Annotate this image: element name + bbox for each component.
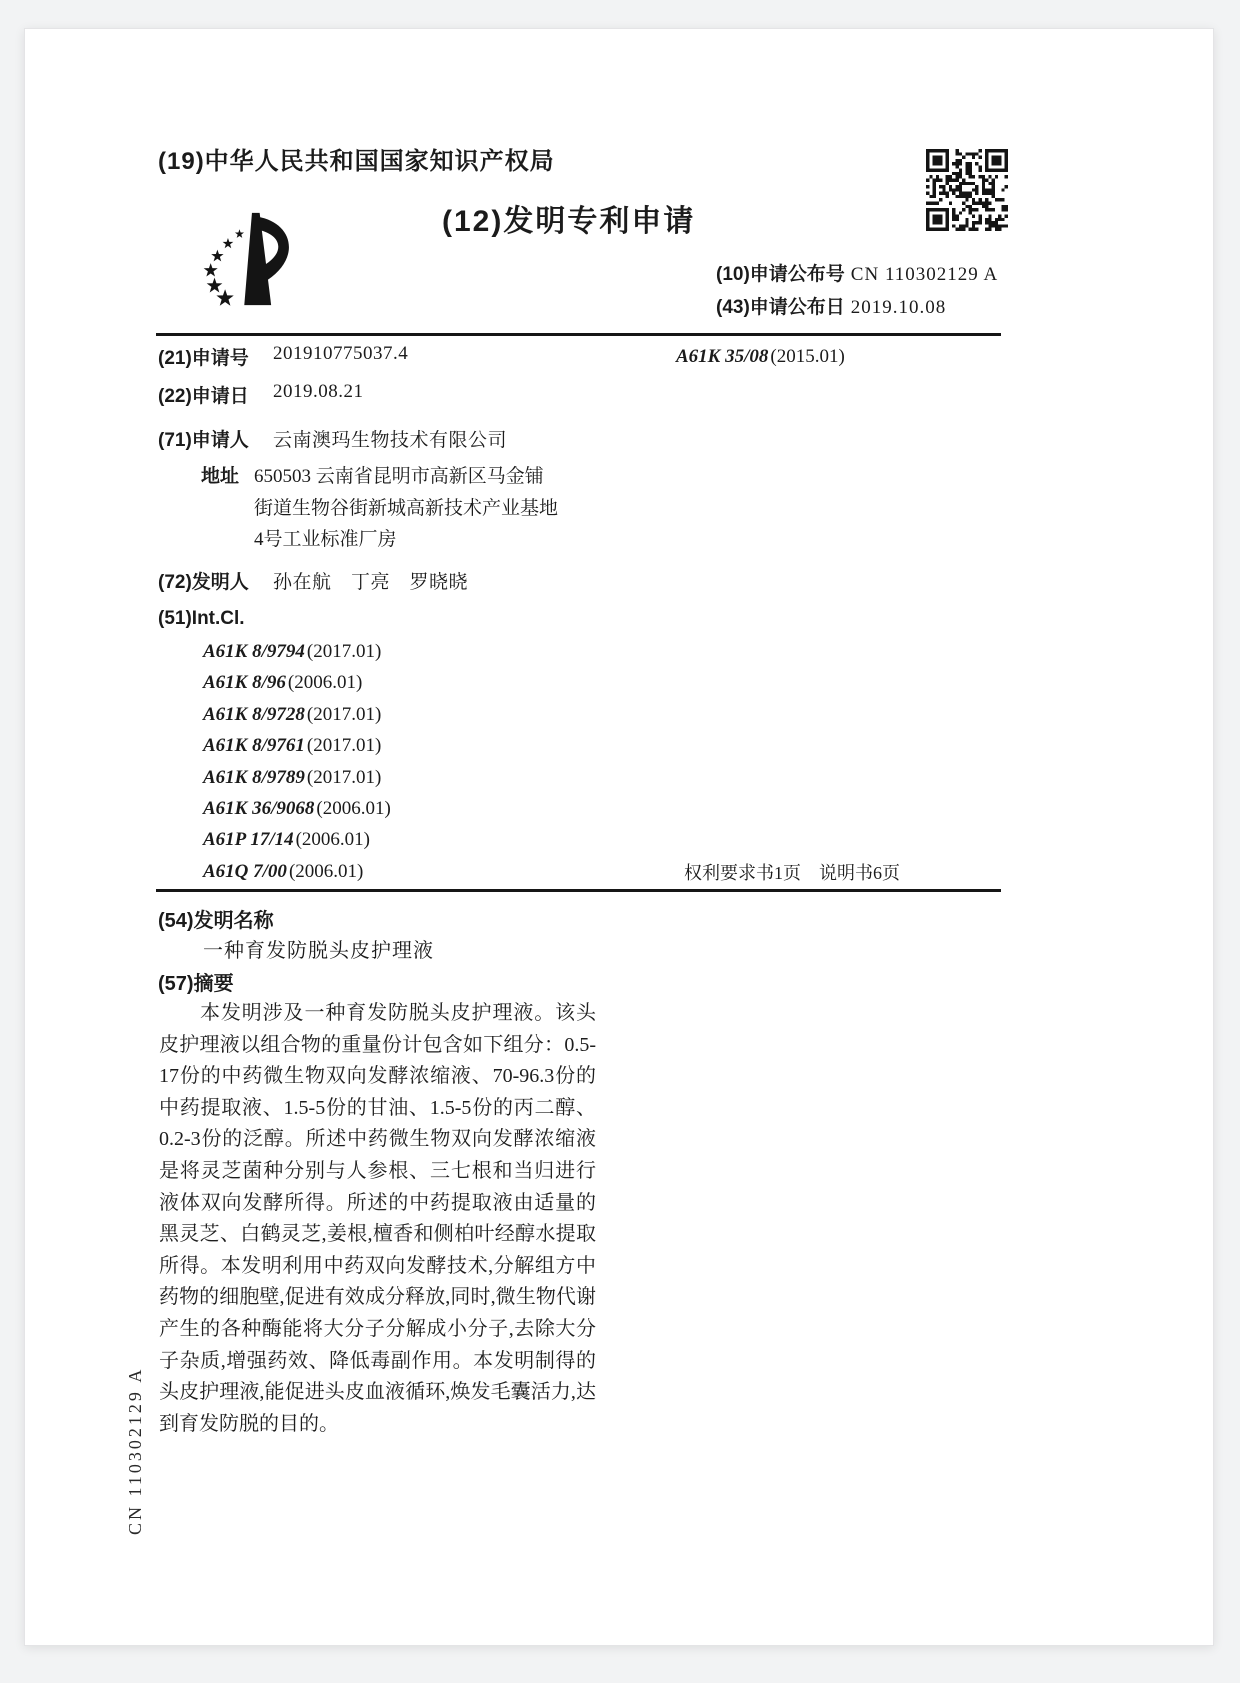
pages-info: 权利要求书1页 说明书6页 bbox=[684, 863, 900, 883]
patent-office-heading: (19)中华人民共和国国家知识产权局 bbox=[158, 148, 555, 175]
address-line: 街道生物谷街新城高新技术产业基地 bbox=[254, 497, 559, 519]
primary-classification bbox=[676, 346, 845, 368]
publication-date-value: 2019.10.08 bbox=[850, 297, 947, 318]
application-number-label: (21)申请号 bbox=[158, 348, 249, 369]
body-divider bbox=[156, 889, 1001, 892]
classification-item bbox=[203, 767, 391, 798]
cnipa-logo-icon bbox=[197, 211, 305, 307]
applicant-label: (71)申请人 bbox=[158, 430, 249, 451]
publication-number-value: CN 110302129 A bbox=[850, 264, 999, 285]
classification-code: A61Q 7/00 bbox=[203, 860, 287, 882]
inventors-row bbox=[158, 567, 468, 594]
classification-item bbox=[203, 861, 391, 892]
intcl-row bbox=[158, 608, 245, 630]
application-number-row bbox=[158, 343, 408, 370]
classification-year: (2017.01) bbox=[306, 703, 382, 725]
filing-date-label: (22)申请日 bbox=[158, 386, 249, 407]
application-number-value: 201910775037.4 bbox=[273, 343, 409, 364]
publication-number-line bbox=[716, 259, 998, 286]
invention-title: 一种育发防脱头皮护理液 bbox=[203, 940, 434, 962]
classification-year: (2017.01) bbox=[306, 641, 382, 662]
classification-year: (2006.01) bbox=[287, 672, 363, 694]
classification-code: A61K 8/9794 bbox=[203, 641, 305, 662]
document-type-heading: (12)发明专利申请 bbox=[442, 205, 696, 238]
address-line: 650503 云南省昆明市高新区马金铺 bbox=[254, 466, 544, 487]
classification-code: A61K 8/9728 bbox=[203, 703, 305, 725]
classification-year: (2017.01) bbox=[306, 735, 382, 757]
inventors-label: (72)发明人 bbox=[158, 572, 249, 593]
address-lines bbox=[254, 461, 558, 556]
address-label: 地址 bbox=[201, 466, 240, 487]
classification-year: (2006.01) bbox=[295, 829, 371, 851]
intcl-label: (51)Int.Cl. bbox=[158, 608, 245, 629]
classification-code: A61P 17/14 bbox=[203, 829, 294, 851]
filing-date-value: 2019.08.21 bbox=[273, 381, 364, 402]
abstract-text: 本发明涉及一种育发防脱头皮护理液。该头皮护理液以组合物的重量份计包含如下组分：0.5-17份的中药微生物双向发酵浓缩液、70-96.3份的中药提取液、1.5-5份的甘油、1.5-5份的丙二醇、0.2-3份的泛醇。所述中药微生物双向发酵浓缩液是将灵芝菌种分别与人参根、三七根和当归进行液体双向发酵所得。所述的中药提取液由适量的黑灵芝、白鹤灵芝,姜根,檀香和侧柏叶经醇水提取所得。本发明利用中药双向发酵技术,分解组方中药物的细胞壁,促进有效成分释放,同时,微生物代谢产生的各种酶能将大分子分解成小分子,去除大分子杂质,增强药效、降低毒副作用。本发明制得的头皮护理液,能促进头皮血液循环,焕发毛囊活力,达到育发防脱的目的。 bbox=[159, 1002, 596, 1435]
classification-item bbox=[203, 672, 391, 703]
patent-front-page bbox=[24, 28, 1214, 1646]
primary-classification-year: (2015.01) bbox=[770, 346, 845, 367]
classification-code: A61K 8/9789 bbox=[203, 766, 305, 788]
filing-date-row bbox=[158, 381, 364, 408]
classification-code: A61K 8/9761 bbox=[203, 735, 305, 757]
applicant-value: 云南澳玛生物技术有限公司 bbox=[273, 430, 508, 451]
address-line: 4号工业标准厂房 bbox=[254, 529, 397, 550]
inventors-value: 孙在航 丁亮 罗晓晓 bbox=[273, 572, 469, 593]
classification-code: A61K 8/96 bbox=[203, 672, 286, 694]
classification-year: (2006.01) bbox=[288, 860, 364, 882]
primary-classification-code: A61K 35/08 bbox=[676, 346, 769, 367]
classification-year: (2006.01) bbox=[316, 797, 391, 819]
classification-item bbox=[203, 798, 391, 829]
publication-number-label: (10)申请公布号 bbox=[716, 264, 845, 285]
classification-code: A61K 36/9068 bbox=[203, 797, 315, 819]
classification-item bbox=[203, 829, 391, 860]
classification-item bbox=[203, 704, 391, 735]
publication-date-line bbox=[716, 292, 946, 319]
header-divider bbox=[156, 333, 1001, 336]
classification-item bbox=[203, 641, 391, 672]
qr-code-icon bbox=[926, 149, 1008, 231]
abstract-label: (57)摘要 bbox=[158, 973, 234, 995]
classification-year: (2017.01) bbox=[306, 766, 382, 788]
invention-title-label: (54)发明名称 bbox=[158, 910, 274, 932]
edge-publication-number: CN 110302129 A bbox=[125, 1366, 145, 1535]
publication-date-label: (43)申请公布日 bbox=[716, 297, 845, 318]
classification-item bbox=[203, 735, 391, 766]
classification-list bbox=[203, 641, 391, 892]
applicant-row bbox=[158, 425, 507, 452]
